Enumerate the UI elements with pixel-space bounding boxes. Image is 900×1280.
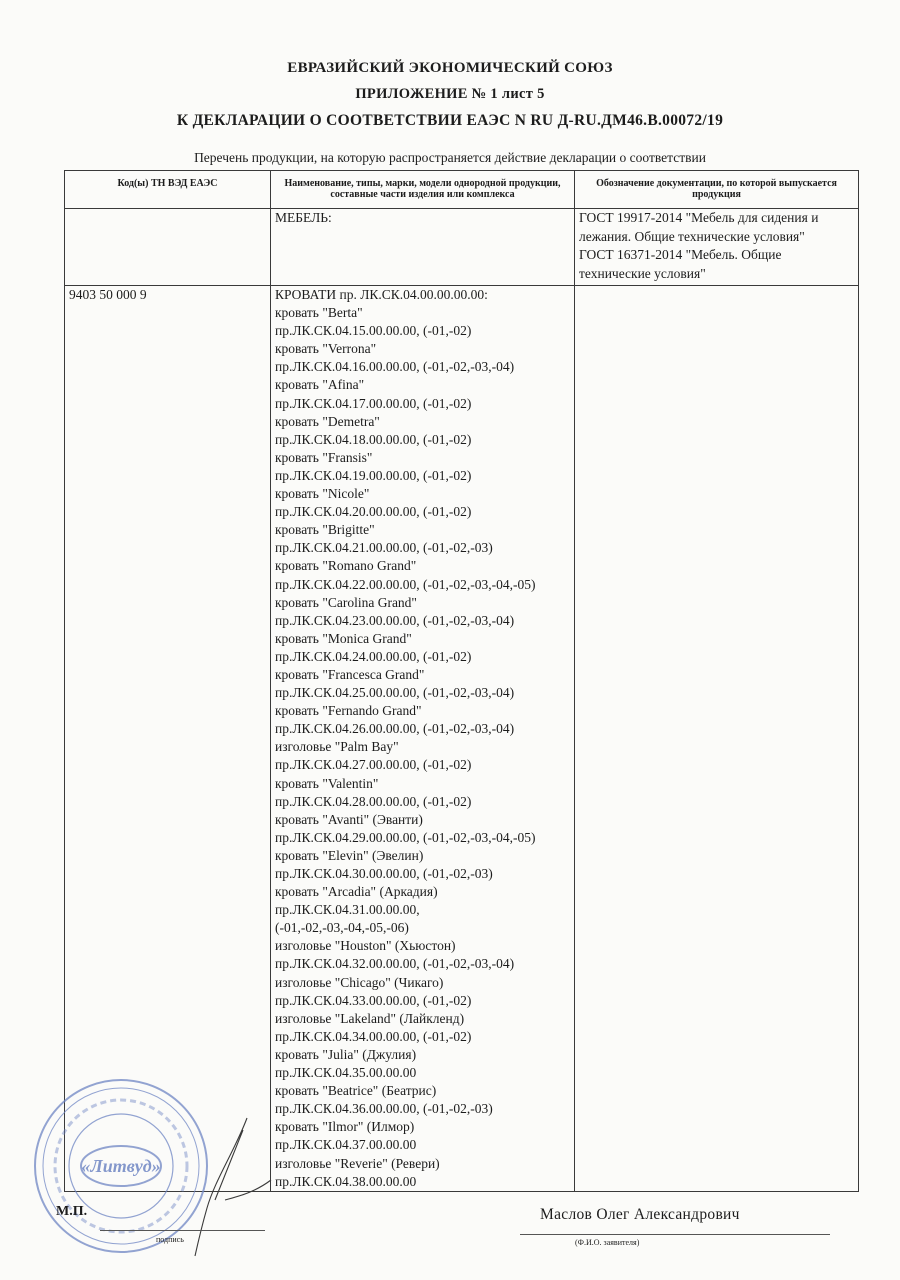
- product-table: [64, 170, 859, 1192]
- product-line: пр.ЛК.СК.04.24.00.00.00, (-01,-02): [275, 648, 472, 664]
- product-line: пр.ЛК.СК.04.37.00.00.00: [275, 1137, 417, 1153]
- product-line: кровать "Avanti" (Эванти): [275, 811, 423, 827]
- cell-items: [271, 286, 575, 1192]
- product-line: пр.ЛК.СК.04.35.00.00.00: [275, 1065, 417, 1081]
- product-line: пр.ЛК.СК.04.19.00.00.00, (-01,-02): [275, 467, 472, 483]
- product-line: изголовье "Lakeland" (Лайкленд): [275, 1010, 465, 1026]
- table-caption: Перечень продукции, на которую распространяется действие декларации о соответствии: [194, 150, 706, 165]
- doc-line: ГОСТ 19917-2014 "Мебель для сидения и: [579, 210, 819, 225]
- product-line: кровать "Carolina Grand": [275, 594, 417, 610]
- cell-code: [65, 209, 271, 286]
- product-line: пр.ЛК.СК.04.34.00.00.00, (-01,-02): [275, 1028, 472, 1044]
- product-line: кровать "Francesca Grand": [275, 666, 425, 682]
- table-header-row: [65, 171, 859, 209]
- product-line: кровать "Berta": [275, 305, 363, 321]
- product-line: пр.ЛК.СК.04.33.00.00.00, (-01,-02): [275, 992, 472, 1008]
- name-caption: (Ф.И.О. заявителя): [575, 1238, 640, 1247]
- product-line: кровать "Nicole": [275, 486, 370, 502]
- doc-line: ГОСТ 16371-2014 "Мебель. Общие: [579, 247, 782, 262]
- table-row: [65, 209, 859, 286]
- product-line: пр.ЛК.СК.04.36.00.00.00, (-01,-02,-03): [275, 1101, 493, 1117]
- doc-line: лежания. Общие технические условия": [579, 228, 805, 244]
- product-line: пр.ЛК.СК.04.28.00.00.00, (-01,-02): [275, 793, 472, 809]
- product-line: кровать "Fransis": [275, 449, 373, 465]
- product-line: пр.ЛК.СК.04.30.00.00.00, (-01,-02,-03): [275, 866, 493, 881]
- signature-caption: подпись: [156, 1235, 184, 1244]
- product-line: изголовье "Palm Bay": [275, 739, 399, 755]
- product-line: (-01,-02,-03,-04,-05,-06): [275, 920, 409, 936]
- product-line: кровать "Afina": [275, 377, 365, 393]
- product-line: изголовье "Houston" (Хьюстон): [275, 938, 456, 954]
- declaration-title: К ДЕКЛАРАЦИИ О СООТВЕТСТВИИ ЕАЭС N RU Д-RU.ДМ46.В.00072/19: [176, 112, 724, 129]
- product-line: пр.ЛК.СК.04.32.00.00.00, (-01,-02,-03,-04): [275, 956, 515, 972]
- cell-name: МЕБЕЛЬ:: [271, 209, 575, 286]
- seal-label: М.П.: [56, 1204, 88, 1219]
- header-docs: Обозначение документации, по которой выпускается продукция: [575, 171, 859, 209]
- table-row: [65, 286, 859, 1192]
- header-code: Код(ы) ТН ВЭД ЕАЭС: [65, 171, 271, 209]
- product-line: пр.ЛК.СК.04.16.00.00.00, (-01,-02,-03,-04): [275, 359, 515, 375]
- product-line: изголовье "Reverie" (Ревери): [275, 1155, 440, 1171]
- product-line: кровать "Elevin" (Эвелин): [275, 847, 424, 863]
- product-line: кровать "Brigitte": [275, 522, 375, 538]
- name-line: [520, 1234, 830, 1235]
- product-line: изголовье "Chicago" (Чикаго): [275, 974, 444, 990]
- product-line: кровать "Julia" (Джулия): [275, 1046, 417, 1062]
- product-line: кровать "Monica Grand": [275, 630, 412, 646]
- cell-docs: [575, 209, 859, 286]
- cell-code: 9403 50 000 9: [65, 286, 271, 1192]
- product-line: пр.ЛК.СК.04.29.00.00.00, (-01,-02,-03,-04,-05): [275, 829, 536, 845]
- product-line: пр.ЛК.СК.04.25.00.00.00, (-01,-02,-03,-04): [275, 685, 515, 701]
- product-line: кровать "Ilmor" (Илмор): [275, 1119, 415, 1135]
- appendix-title: ПРИЛОЖЕНИЕ № 1 лист 5: [355, 86, 545, 102]
- product-line: кровать "Valentin": [275, 775, 379, 791]
- product-line: КРОВАТИ пр. ЛК.СК.04.00.00.00.00:: [275, 287, 488, 302]
- product-line: кровать "Romano Grand": [275, 558, 417, 574]
- product-line: пр.ЛК.СК.04.27.00.00.00, (-01,-02): [275, 757, 472, 773]
- header-name: Наименование, типы, марки, модели однородной продукции, составные части изделия или комплекса: [271, 171, 575, 209]
- doc-line: технические условия": [579, 265, 706, 281]
- signature-line: [100, 1230, 265, 1231]
- product-line: пр.ЛК.СК.04.31.00.00.00,: [275, 902, 420, 918]
- product-line: кровать "Demetra": [275, 413, 380, 429]
- product-line: кровать "Verrona": [275, 341, 377, 357]
- product-line: пр.ЛК.СК.04.22.00.00.00, (-01,-02,-03,-04,-05): [275, 576, 536, 592]
- signature-icon: [185, 1110, 275, 1260]
- product-line: кровать "Beatrice" (Беатрис): [275, 1083, 437, 1099]
- product-line: пр.ЛК.СК.04.23.00.00.00, (-01,-02,-03,-04): [275, 612, 515, 628]
- product-line: кровать "Arcadia" (Аркадия): [275, 884, 438, 900]
- applicant-name: Маслов Олег Александрович: [540, 1206, 740, 1223]
- product-line: пр.ЛК.СК.04.15.00.00.00, (-01,-02): [275, 323, 472, 339]
- product-line: пр.ЛК.СК.04.18.00.00.00, (-01,-02): [275, 431, 472, 447]
- union-title: ЕВРАЗИЙСКИЙ ЭКОНОМИЧЕСКИЙ СОЮЗ: [287, 60, 613, 76]
- stamp-text: «Литвуд»: [81, 1156, 161, 1176]
- product-line: пр.ЛК.СК.04.20.00.00.00, (-01,-02): [275, 504, 472, 520]
- cell-docs: [575, 286, 859, 1192]
- product-line: пр.ЛК.СК.04.26.00.00.00, (-01,-02,-03,-04): [275, 721, 515, 737]
- product-line: пр.ЛК.СК.04.17.00.00.00, (-01,-02): [275, 395, 472, 411]
- product-line: пр.ЛК.СК.04.38.00.00.00: [275, 1173, 417, 1189]
- product-line: кровать "Fernando Grand": [275, 703, 422, 719]
- product-line: пр.ЛК.СК.04.21.00.00.00, (-01,-02,-03): [275, 540, 493, 556]
